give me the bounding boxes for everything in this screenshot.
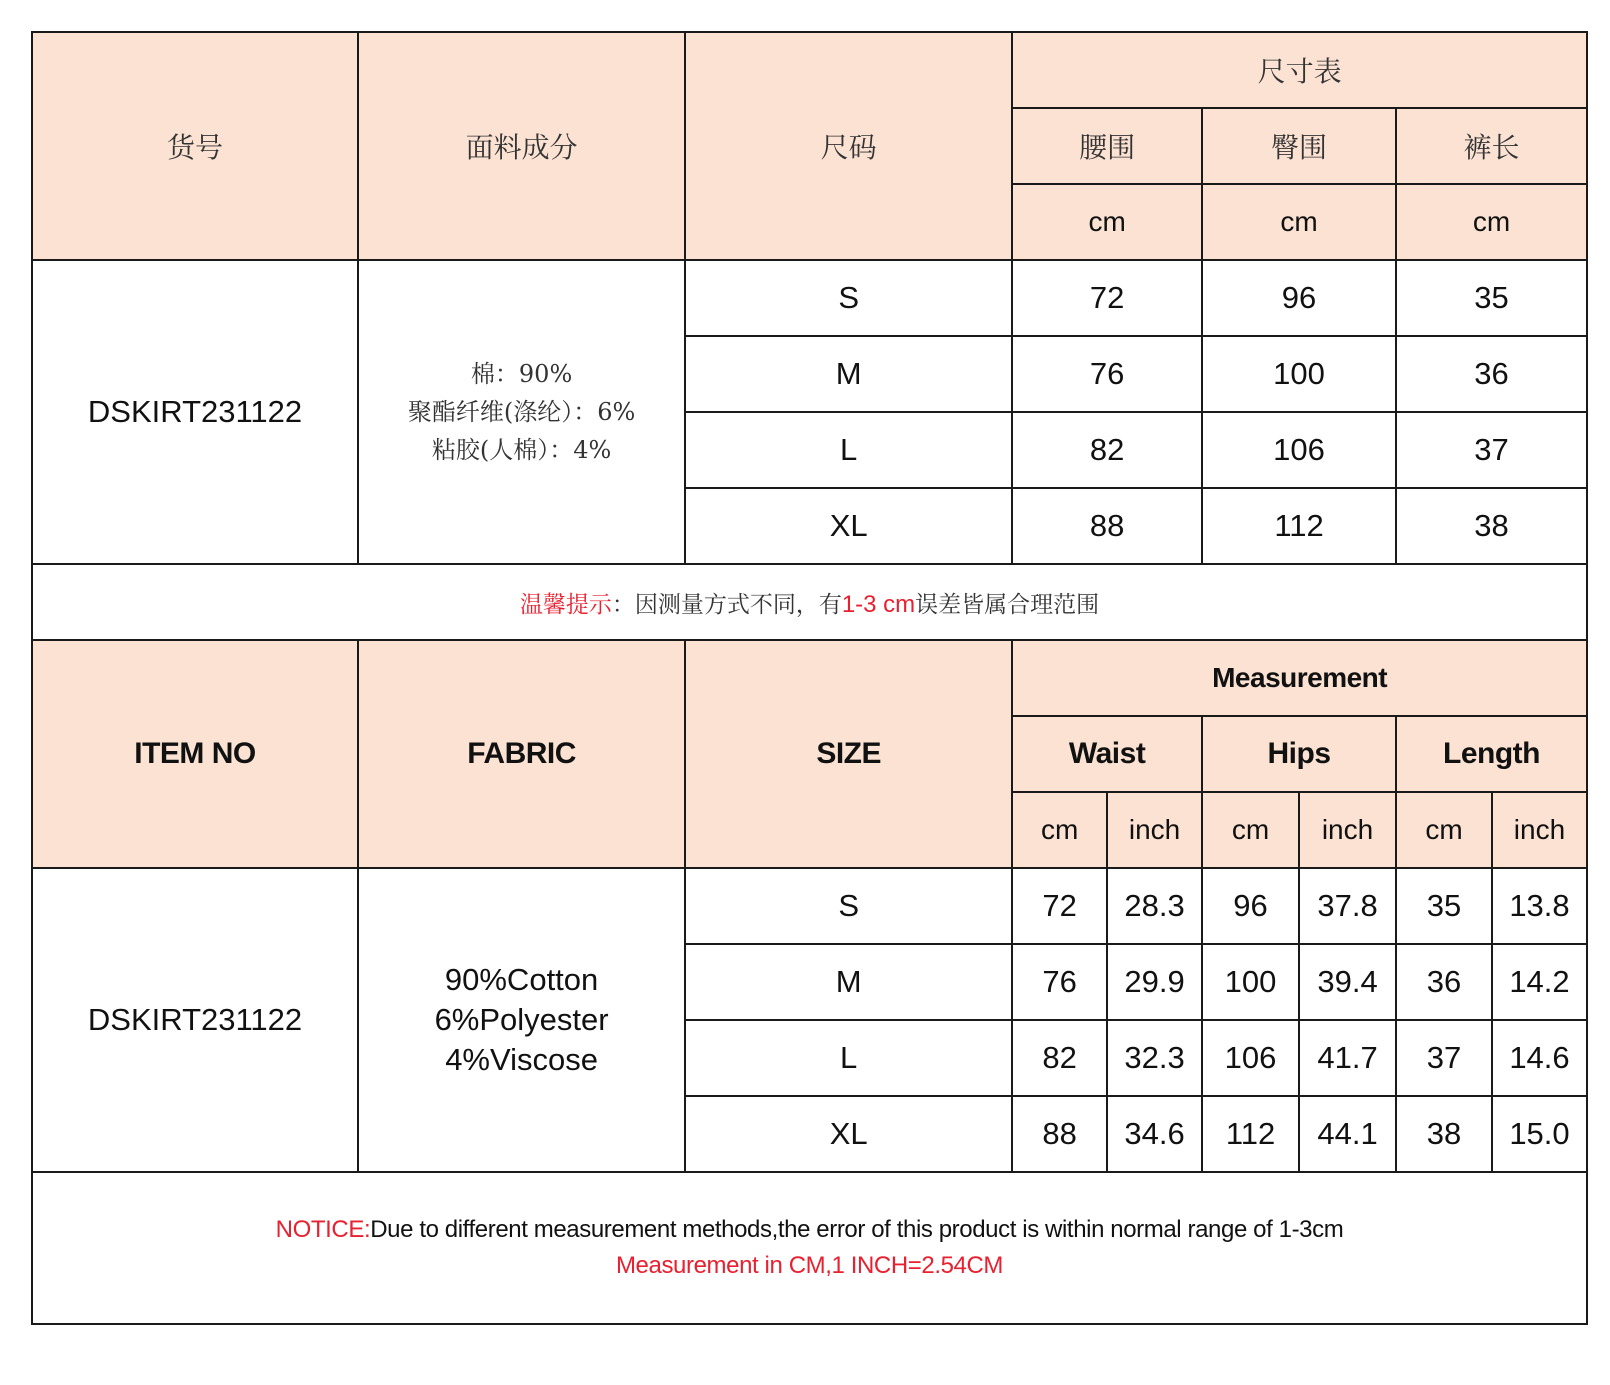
cn-length: 38 <box>1396 488 1587 564</box>
en-header-waist: Waist <box>1012 716 1202 792</box>
en-header-length: Length <box>1396 716 1587 792</box>
size-chart <box>31 31 1588 1325</box>
cn-size: XL <box>685 488 1012 564</box>
cn-notice <box>32 564 1587 640</box>
en-length-inch: 13.8 <box>1492 868 1587 944</box>
cn-waist: 82 <box>1012 412 1202 488</box>
en-hips-cm: 96 <box>1202 868 1299 944</box>
en-waist-inch: 29.9 <box>1107 944 1202 1020</box>
en-row-s <box>32 868 1587 944</box>
cn-waist: 76 <box>1012 336 1202 412</box>
en-fabric-line: 6%Polyester <box>434 1002 609 1037</box>
cn-header-length: 裤长 <box>1396 108 1587 184</box>
en-notice-label: NOTICE: <box>275 1216 371 1243</box>
en-size: S <box>685 868 1012 944</box>
cn-length: 35 <box>1396 260 1587 336</box>
en-fabric <box>358 868 685 1172</box>
cn-unit-hips: cm <box>1202 184 1396 260</box>
cn-fabric-line: 粘胶(人棉）：4% <box>431 436 612 464</box>
en-size: L <box>685 1020 1012 1096</box>
cn-size: S <box>685 260 1012 336</box>
en-unit-hips-cm: cm <box>1202 792 1299 868</box>
en-notice-text: Due to different measurement methods,the error of this product is within normal range of 1-3cm <box>370 1216 1344 1243</box>
en-header-size: SIZE <box>685 640 1012 868</box>
en-unit-hips-inch: inch <box>1299 792 1396 868</box>
en-unit-length-inch: inch <box>1492 792 1587 868</box>
en-notice <box>32 1172 1587 1324</box>
size-chart-table <box>31 31 1588 1325</box>
en-waist-inch: 28.3 <box>1107 868 1202 944</box>
cn-header-fabric: 面料成分 <box>358 32 685 260</box>
cn-notice-text-end: 误差皆属合理范围 <box>915 591 1100 618</box>
en-item-no: DSKIRT231122 <box>32 868 358 1172</box>
en-hips-cm: 100 <box>1202 944 1299 1020</box>
en-length-inch: 14.2 <box>1492 944 1587 1020</box>
en-waist-cm: 76 <box>1012 944 1107 1020</box>
en-notice-conversion: Measurement in CM,1 INCH=2.54CM <box>615 1252 1004 1279</box>
en-header-item-no: ITEM NO <box>32 640 358 868</box>
en-size: XL <box>685 1096 1012 1172</box>
en-header-measurement: Measurement <box>1012 640 1587 716</box>
en-unit-waist-cm: cm <box>1012 792 1107 868</box>
en-size: M <box>685 944 1012 1020</box>
en-fabric-line: 4%Viscose <box>445 1042 598 1077</box>
cn-fabric-line: 聚酯纤维(涤纶）：6% <box>407 398 636 426</box>
en-fabric-line: 90%Cotton <box>444 962 599 997</box>
cn-header-waist: 腰围 <box>1012 108 1202 184</box>
cn-hips: 96 <box>1202 260 1396 336</box>
cn-header-size: 尺码 <box>685 32 1012 260</box>
cn-waist: 88 <box>1012 488 1202 564</box>
en-length-cm: 36 <box>1396 944 1492 1020</box>
en-waist-inch: 32.3 <box>1107 1020 1202 1096</box>
en-length-inch: 15.0 <box>1492 1096 1587 1172</box>
cn-header-item-no: 货号 <box>32 32 358 260</box>
cn-hips: 106 <box>1202 412 1396 488</box>
en-unit-length-cm: cm <box>1396 792 1492 868</box>
en-header-fabric: FABRIC <box>358 640 685 868</box>
cn-unit-length: cm <box>1396 184 1587 260</box>
cn-fabric <box>358 260 685 564</box>
en-waist-cm: 88 <box>1012 1096 1107 1172</box>
cn-waist: 72 <box>1012 260 1202 336</box>
cn-header-hips: 臀围 <box>1202 108 1396 184</box>
cn-header-size-chart: 尺寸表 <box>1012 32 1587 108</box>
cn-length: 36 <box>1396 336 1587 412</box>
cn-item-no: DSKIRT231122 <box>32 260 358 564</box>
cn-notice-range: 1-3 cm <box>841 590 916 618</box>
cn-size: L <box>685 412 1012 488</box>
en-hips-inch: 41.7 <box>1299 1020 1396 1096</box>
en-hips-inch: 44.1 <box>1299 1096 1396 1172</box>
cn-length: 37 <box>1396 412 1587 488</box>
cn-unit-waist: cm <box>1012 184 1202 260</box>
en-header-hips: Hips <box>1202 716 1396 792</box>
en-length-cm: 38 <box>1396 1096 1492 1172</box>
en-length-cm: 35 <box>1396 868 1492 944</box>
cn-hips: 100 <box>1202 336 1396 412</box>
en-hips-cm: 112 <box>1202 1096 1299 1172</box>
cn-hips: 112 <box>1202 488 1396 564</box>
cn-notice-text: ：因测量方式不同，有 <box>611 591 842 618</box>
en-hips-inch: 37.8 <box>1299 868 1396 944</box>
cn-row-s <box>32 260 1587 336</box>
en-waist-cm: 82 <box>1012 1020 1107 1096</box>
en-length-inch: 14.6 <box>1492 1020 1587 1096</box>
cn-size: M <box>685 336 1012 412</box>
en-hips-inch: 39.4 <box>1299 944 1396 1020</box>
cn-notice-label: 温馨提示 <box>519 591 612 618</box>
en-waist-inch: 34.6 <box>1107 1096 1202 1172</box>
en-hips-cm: 106 <box>1202 1020 1299 1096</box>
en-length-cm: 37 <box>1396 1020 1492 1096</box>
en-unit-waist-inch: inch <box>1107 792 1202 868</box>
cn-fabric-line: 棉：90% <box>470 360 573 388</box>
en-waist-cm: 72 <box>1012 868 1107 944</box>
